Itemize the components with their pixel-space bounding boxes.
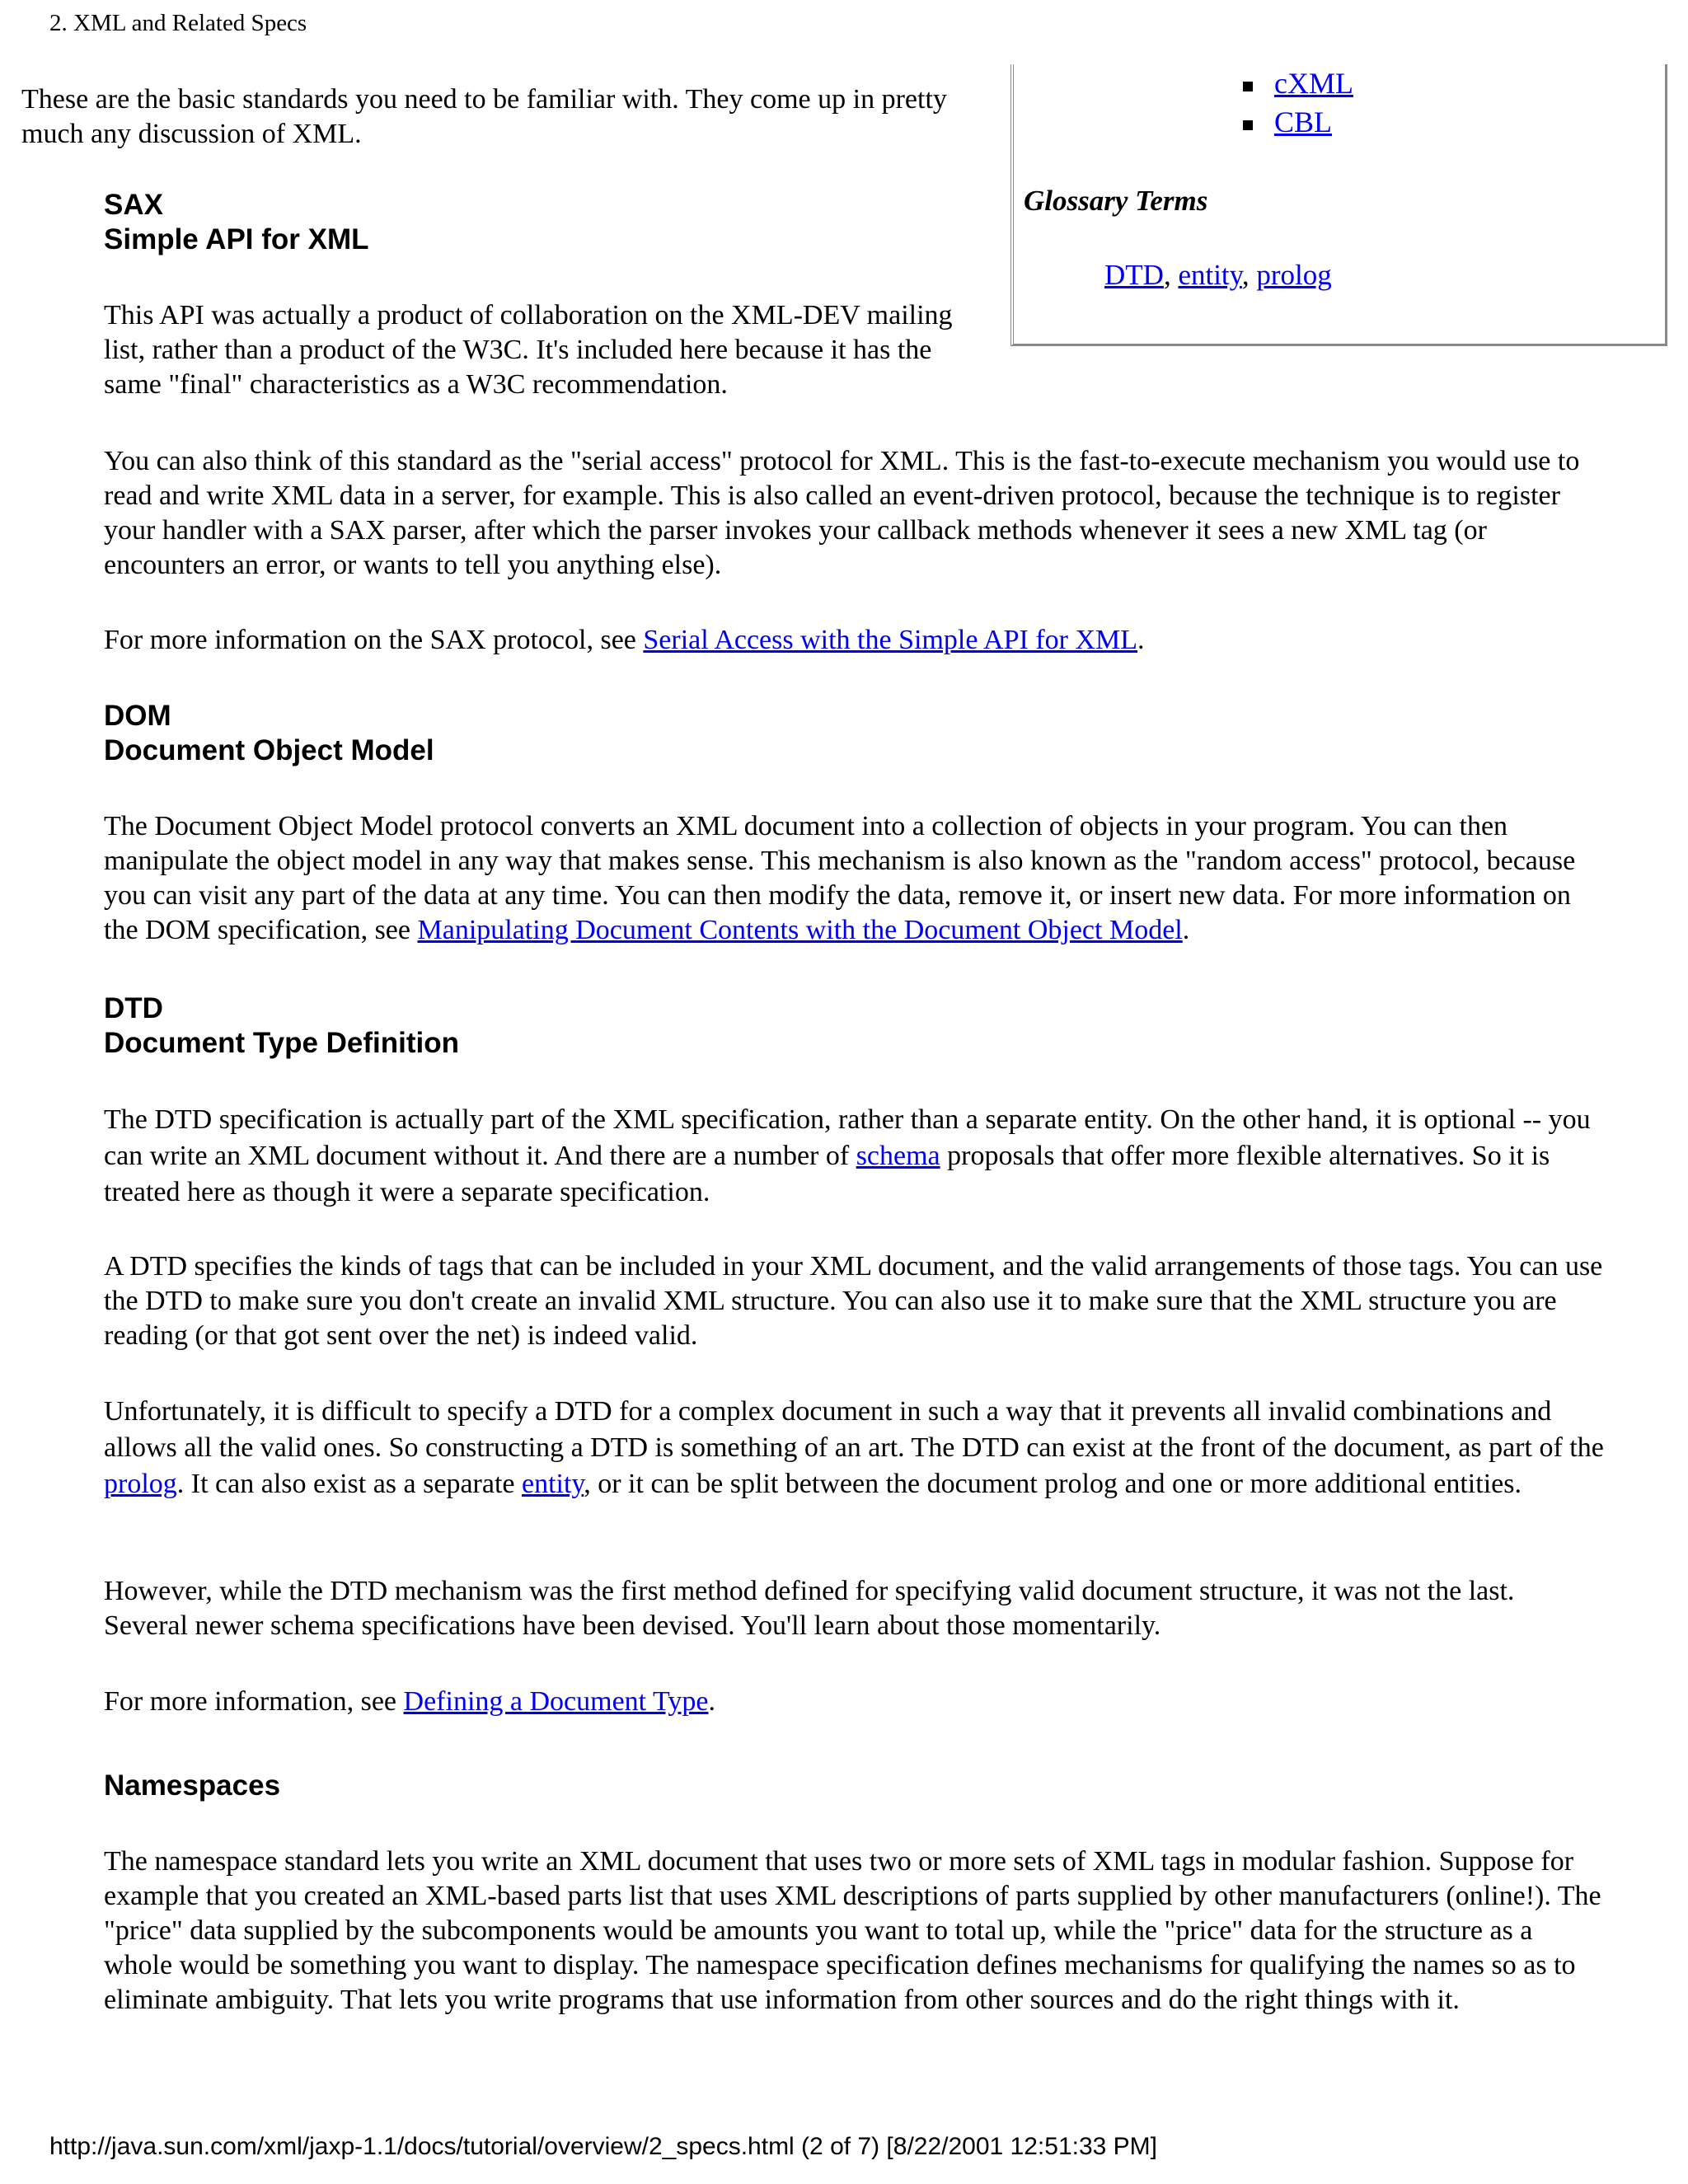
link-cxml[interactable]: cXML [1274,67,1353,100]
glossary-link-prolog[interactable]: prolog [1256,259,1332,291]
text: . [1182,915,1190,945]
text: For more information, see [104,1686,404,1717]
dtd-paragraph-4: However, while the DTD mechanism was the first method defined for specifying valid document structure, it was not the last. Several newer schema specifications have been devised. You'll learn about those momentarily. [104,1576,1515,1641]
namespaces-title: Namespaces [104,1769,281,1802]
section-dom [104,699,1604,768]
sidebar-link-list [1243,64,1353,142]
text: The DTD specification is actually part of the XML specification, rather than a separate entity. On the other hand, it is optional -- you can write an XML document without it. And there are a number of [104,1104,1591,1171]
glossary-separator: , [1241,259,1257,291]
text: , or it can be split between the document prolog and one or more additional entities. [584,1469,1522,1499]
text: Unfortunately, it is difficult to specify a DTD for a complex document in such a way that it prevents all invalid combinations and allows all the valid ones. So constructing a DTD is something of an art. The DTD can exist at the front of the document, as part of the [104,1396,1604,1463]
text: . [708,1686,715,1717]
glossary-heading: Glossary Terms [1024,185,1208,217]
dom-abbr: DOM [104,700,171,732]
sax-paragraph-2: You can also think of this standard as the "serial access" protocol for XML. This is the fast-to-execute mechanism you would use to read and write XML data in a server, for example. This is also called an event-driven protocol, because the technique is to register your handler with a SAX parser, after which the parser invokes your callback methods whenever it sees a new XML tag (or encounters an error, or wants to tell you anything else). [104,446,1580,580]
page-footer-url: http://java.sun.com/xml/jaxp-1.1/docs/tutorial/overview/2_specs.html (2 of 7) [8/22/2001 12:51:33 PM] [49,2133,1158,2160]
link-serial-access[interactable]: Serial Access with the Simple API for XML [643,625,1138,655]
section-dtd [104,991,1604,1061]
dom-paragraph-1 [104,809,1604,948]
link-cbl[interactable]: CBL [1274,105,1333,138]
section-sax [104,188,1604,257]
text: For more information on the SAX protocol, see [104,625,644,655]
sax-paragraph-1: This API was actually a product of collaboration on the XML-DEV mailing list, rather than a product of the W3C. It's included here because it has the same "final" characteristics as a W3C recommendation. [104,300,953,400]
glossary-separator: , [1163,259,1179,291]
intro-paragraph: These are the basic standards you need to be familiar with. They come up in pretty much any discussion of XML. [21,84,947,149]
dtd-paragraph-2: A DTD specifies the kinds of tags that can be included in your XML document, and the valid arrangements of those tags. You can use the DTD to make sure you don't create an invalid XML structure. You can also use it to make sure that the XML structure you are reading (or that got sent over the net) is indeed valid. [104,1251,1603,1351]
page-header: 2. XML and Related Specs [49,10,307,36]
glossary-link-entity[interactable]: entity [1178,259,1242,291]
list-item [1243,103,1353,142]
link-prolog[interactable]: prolog [104,1469,177,1499]
glossary-link-dtd[interactable]: DTD [1104,259,1164,291]
text: . [1137,625,1145,655]
dtd-paragraph-5 [104,1685,1604,1719]
link-entity[interactable]: entity [522,1469,584,1499]
dtd-paragraph-3 [104,1394,1604,1502]
dtd-title: Document Type Definition [104,1027,460,1059]
sax-abbr: SAX [104,189,163,221]
text: The Document Object Model protocol converts an XML document into a collection of objects in your program. You can then manipulate the object model in any way that makes sense. This mechanism is also known as the "random access" protocol, because you can visit any part of the data at any time. You can then modify the data, remove it, or insert new data. For more information on the DOM specification, see [104,811,1576,945]
glossary-links [1104,259,1332,292]
namespaces-paragraph-1: The namespace standard lets you write an XML document that uses two or more sets of XML tags in modular fashion. Suppose for example that you created an XML-based parts list that uses XML descriptions of parts supplied by other manufacturers (online!). The "price" data supplied by the subcomponents would be amounts you want to total up, while the "price" data for the structure as a whole would be something you want to display. The namespace specification defines mechanisms for qualifying the names so as to eliminate ambiguity. That lets you write programs that use information from other sources and do the right things with it. [104,1846,1601,2015]
sax-title: Simple API for XML [104,223,369,255]
dom-title: Document Object Model [104,734,434,766]
list-item [1243,64,1353,103]
text: . It can also exist as a separate [176,1469,522,1499]
link-manipulating-dom[interactable]: Manipulating Document Contents with the Document Object Model [417,915,1183,945]
dtd-abbr: DTD [104,992,163,1024]
link-defining-document-type[interactable]: Defining a Document Type [403,1686,709,1717]
link-schema[interactable]: schema [856,1141,940,1171]
sax-paragraph-3 [104,623,1604,658]
dtd-paragraph-1 [104,1102,1604,1211]
text: proposals that offer more flexible alternatives. So it is treated here as though it were a separate specification. [104,1141,1550,1207]
section-namespaces [104,1769,1604,1803]
